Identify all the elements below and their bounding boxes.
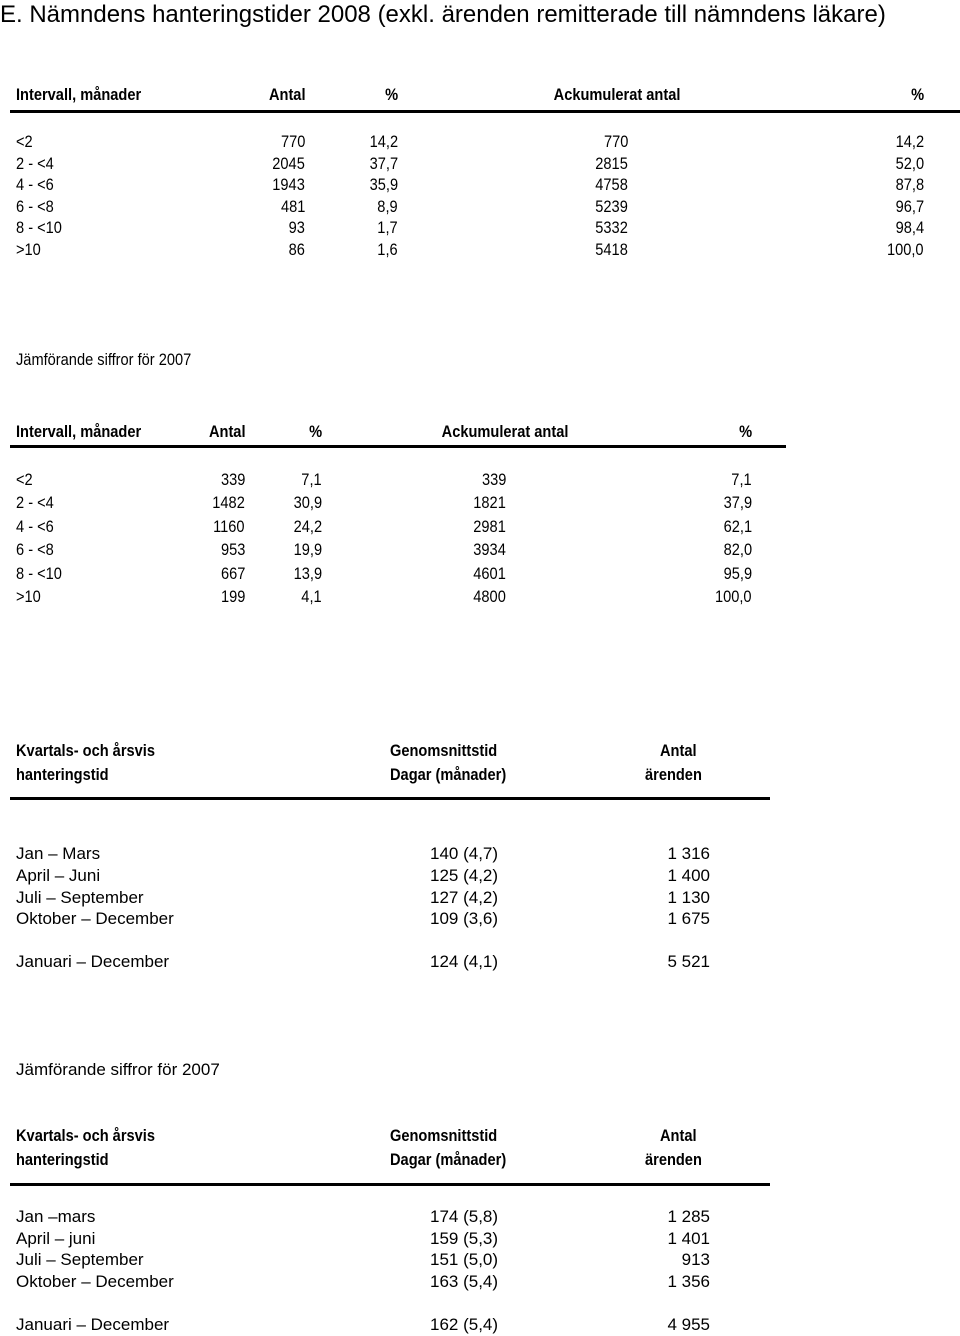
table-row-label: Jan – Mars [16, 844, 101, 863]
table-cell: 3934 [473, 540, 506, 560]
table-rule [10, 1183, 770, 1186]
header-antal: Antal [268, 85, 305, 104]
header-ackumulerat: Ackumulerat antal [553, 85, 680, 104]
table-cell: 95,9 [723, 563, 752, 583]
table-cell: 2045 [272, 153, 305, 173]
table-cell: 8,9 [377, 196, 398, 216]
table-cell: 1482 [212, 493, 245, 513]
table-cell: 2981 [473, 516, 506, 536]
table-cell: 140 (4,7) [430, 844, 499, 863]
table-cell: 5239 [595, 196, 628, 216]
total-row-label: Januari – December [16, 1315, 170, 1334]
table-cell: 35,9 [369, 175, 398, 195]
header-interval: Intervall, månader [16, 85, 142, 104]
table-cell: 163 (5,4) [430, 1271, 499, 1291]
total-cell: 124 (4,1) [430, 952, 499, 971]
header-average-2: Dagar (månader) [390, 1150, 507, 1169]
table-cell: 1 130 [667, 887, 710, 907]
table-cell: 96,7 [895, 196, 924, 216]
table-row-label: 4 - <6 [16, 175, 54, 195]
table-cell: 93 [288, 218, 305, 238]
table-row-label: 8 - <10 [16, 218, 62, 238]
table-cell: 2815 [595, 153, 628, 173]
table-cell: 5418 [595, 240, 628, 259]
table-cell: 770 [603, 132, 628, 151]
table-cell: 1160 [213, 516, 245, 536]
table-cell: 159 (5,3) [430, 1228, 499, 1248]
table-cell: 13,9 [293, 563, 322, 583]
header-interval: Intervall, månader [16, 422, 142, 441]
table-rule [10, 445, 786, 448]
total-cell: 5 521 [667, 952, 710, 971]
table-cell: 62,1 [723, 516, 752, 536]
table-row-label: 2 - <4 [16, 153, 54, 173]
header-percent-ack: % [910, 85, 924, 104]
header-average: Genomsnittstid [390, 1126, 498, 1145]
compare-label-2007: Jämförande siffror för 2007 [16, 1060, 220, 1079]
table-row-label: Juli – September [16, 1250, 144, 1270]
table-row-label: April – juni [16, 1228, 96, 1248]
table-cell: 100,0 [715, 587, 752, 606]
table-cell: 7,1 [731, 470, 752, 489]
table-cell: 37,9 [723, 493, 752, 513]
table-cell: 667 [220, 563, 245, 583]
header-percent: % [384, 85, 398, 104]
table-cell: 125 (4,2) [430, 865, 499, 885]
table-cell: 4601 [473, 563, 506, 583]
header-period: Kvartals- och årsvis [16, 741, 155, 760]
table-row-label: 8 - <10 [16, 563, 62, 583]
table-cell: 82,0 [723, 540, 752, 560]
table-cell: 1 401 [667, 1228, 710, 1248]
table-cell: 199 [220, 587, 245, 606]
header-percent-ack: % [738, 422, 752, 441]
table-cell: 1,7 [377, 218, 398, 238]
table-cell: 86 [288, 240, 305, 259]
header-average: Genomsnittstid [390, 741, 498, 760]
table-cell: 14,2 [895, 132, 924, 151]
table-cell: 37,7 [369, 153, 398, 173]
table-cell: 1 316 [667, 844, 710, 863]
header-period-2: hanteringstid [16, 1150, 109, 1169]
table-row-label: <2 [16, 470, 33, 489]
page-title: E. Nämndens hanteringstider 2008 (exkl. ärenden remitterade till nämndens läkare) [0, 1, 886, 28]
table-cell: 1 356 [667, 1271, 710, 1291]
table-row-label: Jan –mars [16, 1207, 96, 1226]
total-cell: 162 (5,4) [430, 1315, 499, 1334]
table-cell: 1 400 [667, 865, 710, 885]
table-cell: 151 (5,0) [430, 1250, 499, 1270]
table-rule [10, 110, 960, 113]
header-period: Kvartals- och årsvis [16, 1126, 155, 1145]
total-row-label: Januari – December [16, 952, 170, 971]
table-cell: 339 [481, 470, 506, 489]
table-cell: 14,2 [369, 132, 398, 151]
header-count: Antal [660, 1126, 697, 1145]
table-row-label: April – Juni [16, 865, 101, 885]
header-antal: Antal [208, 422, 245, 441]
header-average-2: Dagar (månader) [390, 765, 507, 784]
table-row-label: Juli – September [16, 887, 144, 907]
table-cell: 98,4 [895, 218, 924, 238]
table-cell: 4758 [595, 175, 628, 195]
table-row-label: Oktober – December [16, 1271, 174, 1291]
table-cell: 481 [280, 196, 305, 216]
table-cell: 30,9 [293, 493, 322, 513]
table-cell: 52,0 [895, 153, 924, 173]
table-cell: 1,6 [377, 240, 398, 259]
table-cell: 5332 [595, 218, 628, 238]
table-cell: 87,8 [895, 175, 924, 195]
table-cell: 953 [220, 540, 245, 560]
table-cell: 4800 [473, 587, 506, 606]
table-row-label: 6 - <8 [16, 196, 54, 216]
table-cell: 1821 [473, 493, 506, 513]
header-count-2: ärenden [645, 765, 702, 784]
table-cell: 1 285 [667, 1207, 710, 1226]
table-cell: 19,9 [293, 540, 322, 560]
table-row-label: >10 [16, 587, 41, 606]
table-cell: 1943 [272, 175, 305, 195]
compare-label-2007: Jämförande siffror för 2007 [16, 350, 192, 369]
table-row-label: 6 - <8 [16, 540, 54, 560]
table-cell: 4,1 [301, 587, 322, 606]
table-cell: 339 [220, 470, 245, 489]
total-cell: 4 955 [667, 1315, 710, 1334]
table-row-label: >10 [16, 240, 41, 259]
table-cell: 127 (4,2) [430, 887, 499, 907]
table-cell: 24,2 [293, 516, 322, 536]
header-count-2: ärenden [645, 1150, 702, 1169]
header-count: Antal [660, 741, 697, 760]
table-row-label: <2 [16, 132, 33, 151]
table-rule [10, 797, 770, 800]
header-percent: % [308, 422, 322, 441]
table-cell: 913 [681, 1250, 710, 1270]
table-row-label: 2 - <4 [16, 493, 54, 513]
table-cell: 109 (3,6) [430, 909, 499, 929]
table-cell: 1 675 [667, 909, 710, 929]
table-row-label: 4 - <6 [16, 516, 54, 536]
table-cell: 770 [280, 132, 305, 151]
table-row-label: Oktober – December [16, 909, 174, 929]
header-ackumulerat: Ackumulerat antal [441, 422, 568, 441]
table-cell: 100,0 [887, 240, 924, 259]
header-period-2: hanteringstid [16, 765, 109, 784]
table-cell: 174 (5,8) [430, 1207, 499, 1226]
table-cell: 7,1 [301, 470, 322, 489]
